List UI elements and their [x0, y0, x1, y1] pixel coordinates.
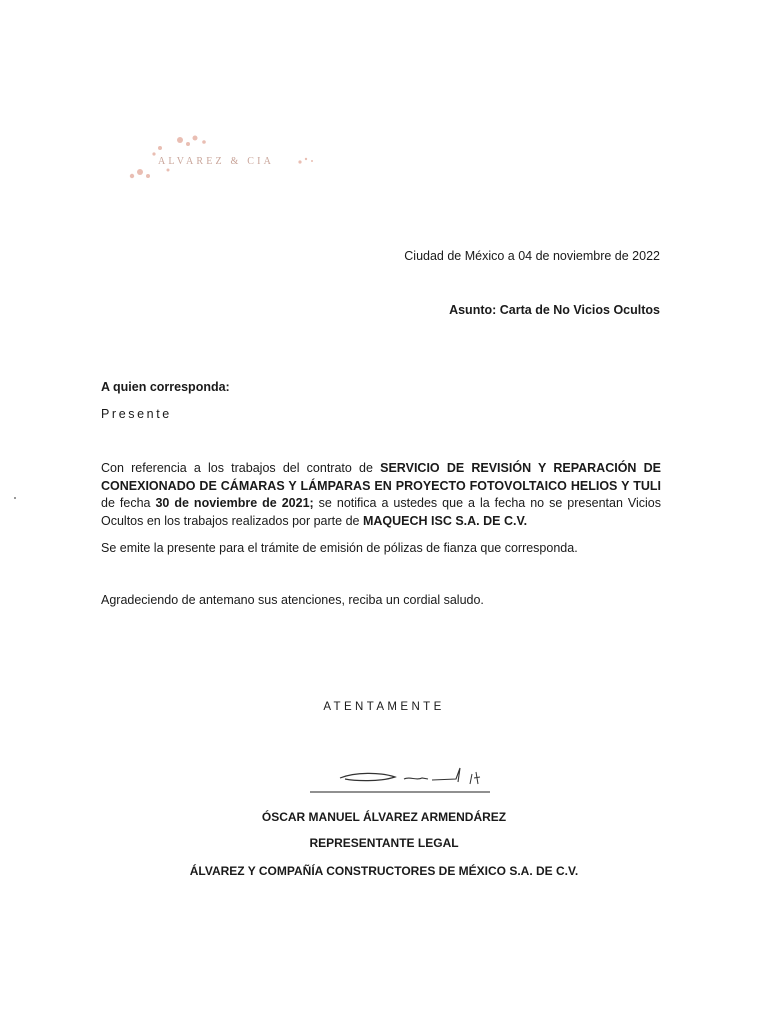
- company-logo: [120, 132, 330, 184]
- p1-contract-date: 30 de noviembre de 2021;: [155, 496, 314, 510]
- signer-role: REPRESENTANTE LEGAL: [309, 836, 459, 850]
- body-paragraph-3: Agradeciendo de antemano sus atenciones, reciba un cordial saludo.: [101, 593, 484, 607]
- p1-contractor-name: MAQUECH ISC S.A. DE C.V.: [362, 513, 528, 528]
- signer-company: ÁLVAREZ Y COMPAÑÍA CONSTRUCTORES DE MÉXICO S.A. DE C.V.: [189, 864, 579, 878]
- signer-name: ÓSCAR MANUEL ÁLVAREZ ARMENDÁREZ: [261, 810, 507, 824]
- scan-speck: [14, 497, 16, 499]
- p1-contract-name: SERVICIO DE REVISIÓN Y REPARACIÓN DE CONEXIONADO DE CÁMARAS Y LÁMPARAS EN PROYECTO FOTOVOLTAICO HELIOS Y TULI: [101, 461, 661, 493]
- signature-image: [300, 760, 500, 800]
- p1-text-3: se notifica a ustedes que a la fecha no se presentan Vicios Ocultos en los trabajos realizados por parte de: [101, 496, 662, 528]
- logo-text: ALVAREZ & CIA: [158, 156, 275, 167]
- p1-text-2: de fecha: [101, 496, 156, 510]
- subject-line: Asunto: Carta de No Vicios Ocultos: [449, 303, 660, 317]
- body-paragraph-1: [101, 460, 661, 530]
- closing-atentamente: ATENTAMENTE: [323, 701, 445, 713]
- presente-line: Presente: [101, 407, 172, 421]
- p1-text-1: Con referencia a los trabajos del contrato de: [101, 461, 381, 475]
- body-paragraph-2: Se emite la presente para el trámite de emisión de pólizas de fianza que corresponda.: [101, 541, 578, 555]
- date-line: Ciudad de México a 04 de noviembre de 2022: [404, 249, 660, 263]
- recipient-line: A quien corresponda:: [101, 380, 230, 394]
